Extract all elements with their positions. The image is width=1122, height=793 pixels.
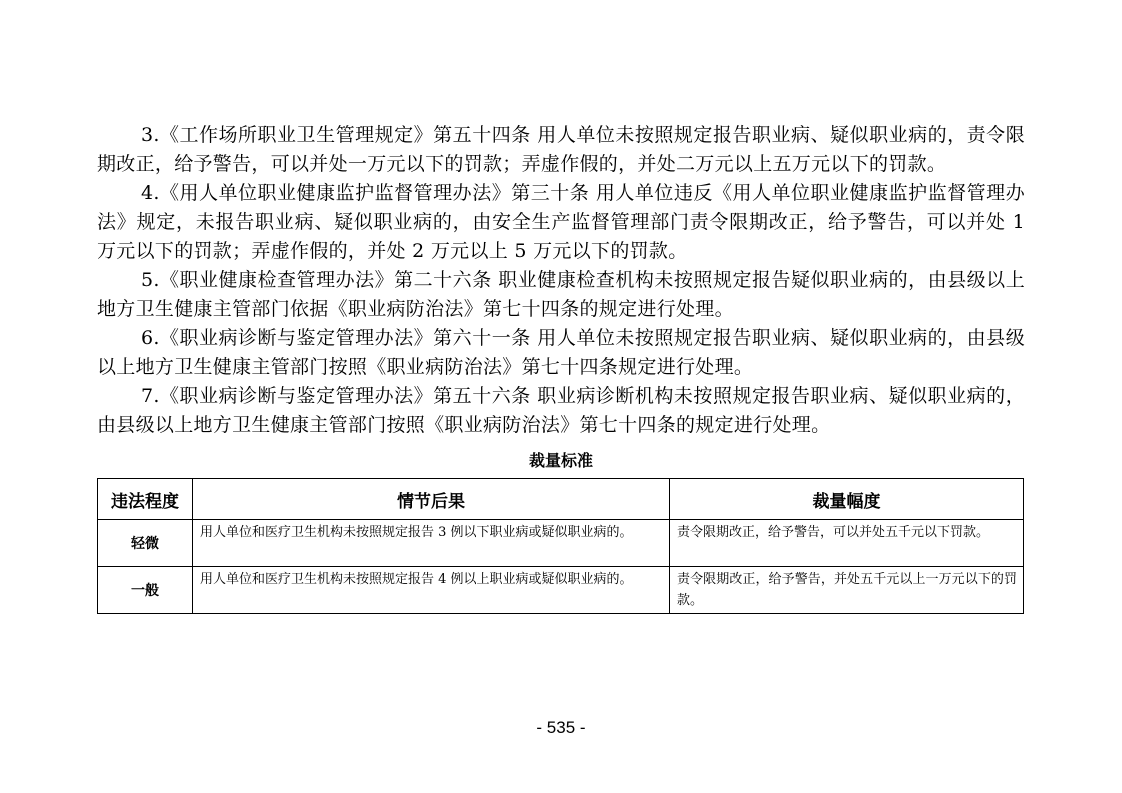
- paragraph-article-3: 3.《工作场所职业卫生管理规定》第五十四条 用人单位未按照规定报告职业病、疑似职业病的，责令限期改正，给予警告，可以并处一万元以下的罚款；弄虚作假的，并处二万元以上五万元以下的罚款。: [97, 124, 1025, 175]
- cell-circumstance: 用人单位和医疗卫生机构未按照规定报告 3 例以下职业病或疑似职业病的。: [193, 520, 670, 567]
- paragraph-article-5: 5.《职业健康检查管理办法》第二十六条 职业健康检查机构未按照规定报告疑似职业病的，由县级以上地方卫生健康主管部门依据《职业病防治法》第七十四条的规定进行处理。: [97, 269, 1025, 320]
- cell-range: 责令限期改正，给予警告，可以并处五千元以下罚款。: [670, 520, 1024, 567]
- paragraph-article-6: 6.《职业病诊断与鉴定管理办法》第六十一条 用人单位未按照规定报告职业病、疑似职业病的，由县级以上地方卫生健康主管部门按照《职业病防治法》第七十四条规定进行处理。: [97, 327, 1025, 378]
- table-header-row: [98, 479, 1024, 520]
- header-circumstance: 情节后果: [193, 479, 670, 520]
- cell-range: 责令限期改正，给予警告，并处五千元以上一万元以下的罚款。: [670, 567, 1024, 614]
- header-range: 裁量幅度: [670, 479, 1024, 520]
- cell-degree: 轻微: [98, 520, 193, 567]
- document-body: [97, 121, 1025, 614]
- header-degree: 违法程度: [98, 479, 193, 520]
- discretion-table: [97, 478, 1024, 614]
- table-row: [98, 567, 1024, 614]
- page-number: - 535 -: [536, 718, 586, 737]
- table-title: 裁量标准: [528, 451, 593, 470]
- paragraph-article-4: 4.《用人单位职业健康监护监督管理办法》第三十条 用人单位违反《用人单位职业健康监护监督管理办法》规定，未报告职业病、疑似职业病的，由安全生产监督管理部门责令限期改正，给予警告，可以并处 1 万元以下的罚款；弄虚作假的，并处 2 万元以上 5 万元以下的罚款。: [97, 182, 1025, 262]
- table-row: [98, 520, 1024, 567]
- paragraph-article-7: 7.《职业病诊断与鉴定管理办法》第五十六条 职业病诊断机构未按照规定报告职业病、疑似职业病的，由县级以上地方卫生健康主管部门按照《职业病防治法》第七十四条的规定进行处理。: [97, 385, 1025, 436]
- cell-degree: 一般: [98, 567, 193, 614]
- cell-circumstance: 用人单位和医疗卫生机构未按照规定报告 4 例以上职业病或疑似职业病的。: [193, 567, 670, 614]
